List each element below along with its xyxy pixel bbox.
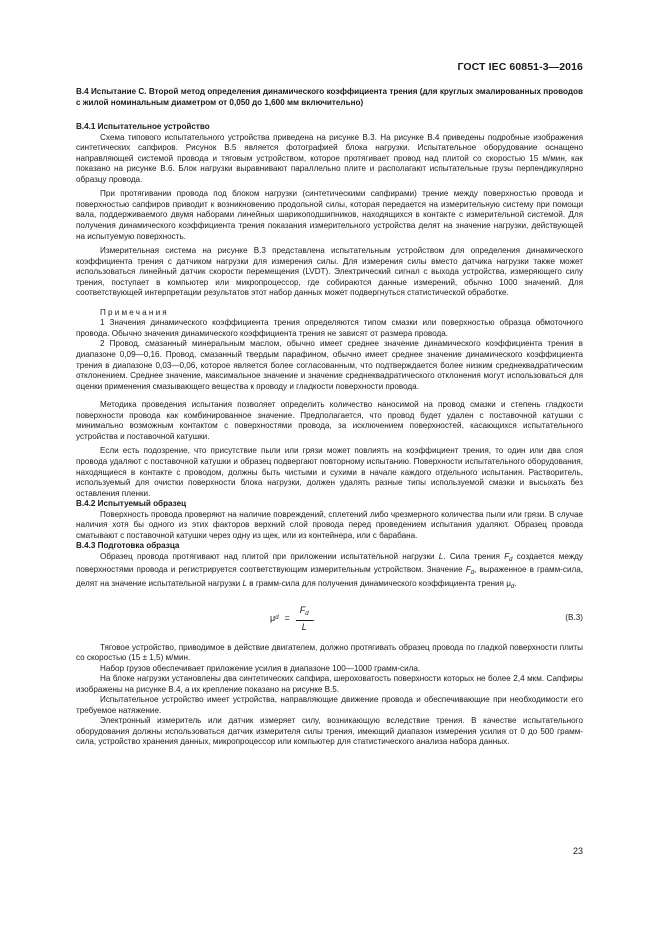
paragraph: На блоке нагрузки установлены два синтетических сапфира, шероховатость поверхности которых не более 2,4 мкм. Сапфиры изображены на рисунке В.4, а их крепление показано на рисунке В.5. xyxy=(76,674,583,694)
standard-designation: ГОСТ IEC 60851-3—2016 xyxy=(457,61,583,73)
paragraph: При протягивании провода под блоком нагрузки (синтетическими сапфирами) трение между поверхностью провода и поверхностью сапфиров приводит к возникновению продольной силы, которая передается на измерительную систему при помощи вала, поддерживаемого двумя наборами линейных шарикоподшипников, находящихся в контакте с измерительной системой. Для получения динамического коэффициента трения показания измерительного устройства делят на значение нагрузки, действующей на испытуемую поверхность. xyxy=(76,189,583,241)
formula-b3 xyxy=(76,601,583,637)
note-2: 2 Провод, смазанный минеральным маслом, обычно имеет среднее значение динамического коэффициента трения в диапазоне 0,09—0,16. Провод, смазанный твердым парафином, обычно имеет среднее значение динамического коэффициента трения в диапазоне 0,03—0,06, которое является более согласованным, что подтверждается более низким среднеквадратическим отклонением. Среднее значение, максимальное значение и значение среднеквадратического отклонения могут использоваться для оценки применения смазывающего вещества к проводу и гладкости поверхности провода. xyxy=(76,339,583,391)
paragraph: Измерительная система на рисунке В.3 представлена испытательным устройством для определения динамического коэффициента трения с датчиком нагрузки для измерения силы. Для измерения силы вместо датчика нагрузки также может использоваться линейный датчик скорости перемещения (LVDT). Электрический сигнал с выхода устройства, измеряющего силу трения, поступает в компьютер или микропроцессор, где собираются данные измерений, обычно 1000 значений. Для соответствующей интерпретации результатов этот набор данных может подвергнуться статистической обработке. xyxy=(76,246,583,298)
paragraph: Тяговое устройство, приводимое в действие двигателем, должно протягивать образец провода по гладкой поверхности плиты со скоростью (15 ± 1,5) м/мин. xyxy=(76,642,583,663)
formula-number: (В.3) xyxy=(565,612,583,622)
section-title: В.4 Испытание С. Второй метод определения динамического коэффициента трения (для круглых эмалированных проводов с жилой номинальным диаметром от 0,050 до 1,600 мм включительно) xyxy=(76,87,583,107)
formula-expression: μ d = $\frac{F_d}{L}$ . xyxy=(270,604,316,633)
subsection-heading-apparatus: В.4.1 Испытательное устройство xyxy=(76,122,210,132)
document-body xyxy=(76,87,583,748)
page-number: 23 xyxy=(572,846,583,856)
paragraph-friction-definition: Образец провода протягивают над плитой при приложении испытательной нагрузки L. Сила трения $F_d$ создается между поверхностями провода и регистрируется соответствующим измерительным устройством. Значение $F_d$, выраженное в грамм-сила, делят на значение испытательной нагрузки L в грамм-сила для получения динамического коэффициента трения $\mu_d$. xyxy=(76,551,583,590)
notes-heading: Примечания xyxy=(100,307,169,317)
paragraph: Испытательное устройство имеет устройства, направляющие движение провода и обеспечивающие при необходимости его требуемое натяжение. xyxy=(76,695,583,715)
paragraph: Набор грузов обеспечивает приложение усилия в диапазоне 100—1000 грамм-сила. xyxy=(100,663,421,673)
note-1: 1 Значения динамического коэффициента трения определяются типом смазки или поверхностью образца обмоточного провода. Обычно значения динамического коэффициента трения не зависят от размера провода. xyxy=(76,318,583,338)
paragraph: Электронный измеритель или датчик измеряет силу, возникающую вследствие трения. В качестве испытательного оборудования должны использоваться датчик измерителя силы трения, имеющий диапазон измерения усилия от 0 до 500 грамм-сила, устройство хранения данных, микропроцессор или компьютер для статистического анализа набора данных. xyxy=(76,716,583,747)
subsection-heading-specimen: В.4.2 Испытуемый образец xyxy=(76,499,187,509)
paragraph: Если есть подозрение, что присутствие пыли или грязи может повлиять на коэффициент трения, то один или два слоя провода удаляют с поставочной катушки и образец подвергают повторному испытанию. Поверхности испытательного оборудования, находящиеся в контакте с проводом, должны быть чистыми и сухими в начале каждого отдельного испытания. Растворитель, используемый для очистки поверхности блока нагрузки, должен удалять разные типы используемой смазки и высыхать без оставления пленки. xyxy=(76,446,583,498)
paragraph: Методика проведения испытания позволяет определить количество наносимой на провод смазки и степень гладкости поверхности провода как комбинированное значение. Предполагается, что провод будет удален с поставочной катушки с минимально возможным контактом с поверхностями провода, за исключением поверхностей, касающихся испытательного устройства и поставочной катушки. xyxy=(76,400,583,441)
paragraph: Схема типового испытательного устройства приведена на рисунке В.3. На рисунке В.4 приведены подробные изображения синтетических сапфиров. Рисунок В.5 является фотографией блока нагрузки. Испытательное оборудование оснащено направляющей системой провода и тяговым устройством, которое протягивает провод над плитой со скоростью 15 м/мин, как показано на рисунке В.6. Блок нагрузки выравнивают параллельно плите и располагают испытательные грузы перпендикулярно образцу провода. xyxy=(76,132,583,184)
formula-fraction: $\frac{F_d}{L}$ xyxy=(296,605,313,633)
subsection-heading-preparation: В.4.3 Подготовка образца xyxy=(76,541,180,551)
paragraph: Поверхность провода проверяют на наличие повреждений, сплетений либо чрезмерного количества пыли или грязи. В случае наличия хотя бы одного из этих факторов верхний слой провода перед проведением испытания удаляют. Образец провода сматывают с поставочной катушки через одну из щек, или из контейнера, или с барабана. xyxy=(76,509,583,540)
